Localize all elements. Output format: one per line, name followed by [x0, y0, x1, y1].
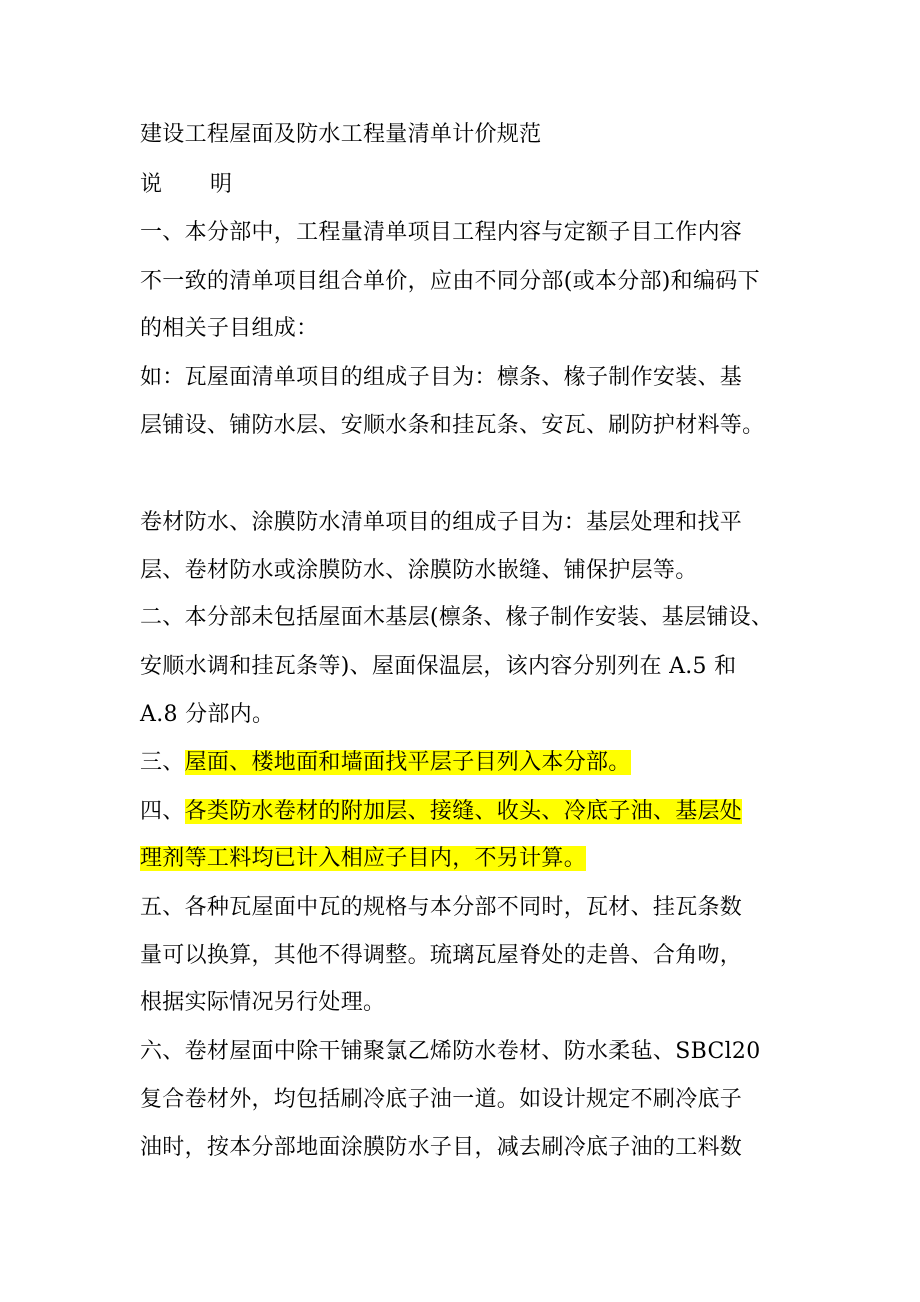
paragraph-line: 二、本分部未包括屋面木基层(檩条、椽子制作安装、基层铺设、 [140, 605, 774, 630]
paragraph-line: 不一致的清单项目组合单价，应由不同分部(或本分部)和编码下 [140, 269, 760, 294]
paragraph-line: 五、各种瓦屋面中瓦的规格与本分部不同时，瓦材、挂瓦条数 [140, 895, 743, 920]
paragraph-line: 量可以换算，其他不得调整。琉璃瓦屋脊处的走兽、合角吻， [140, 943, 743, 968]
paragraph-line: 层铺设、铺防水层、安顺水条和挂瓦条、安瓦、刷防护材料等。 [140, 413, 765, 438]
line-prefix: 四、 [140, 799, 185, 824]
subtitle-right: 明 [210, 172, 233, 197]
paragraph-line: A.8 分部内。 [140, 702, 275, 727]
paragraph-line: 卷材防水、涂膜防水清单项目的组成子目为：基层处理和找平 [140, 510, 743, 535]
highlighted-text: 理剂等工料均已计入相应子目内，不另计算。 [140, 846, 587, 871]
line-prefix: 三、 [140, 750, 185, 775]
paragraph-line: 复合卷材外，均包括刷冷底子油一道。如设计规定不刷冷底子 [140, 1087, 743, 1112]
highlighted-text: 屋面、楼地面和墙面找平层子目列入本分部。 [184, 750, 631, 775]
paragraph-line: 六、卷材屋面中除干铺聚氯乙烯防水卷材、防水柔毡、SBCl20 [140, 1039, 761, 1064]
document-title: 建设工程屋面及防水工程量清单计价规范 [140, 122, 542, 147]
paragraph-line: 的相关子目组成： [140, 316, 319, 341]
subtitle-left: 说 [140, 172, 163, 197]
highlighted-paragraph-line [140, 844, 586, 874]
document-subtitle [140, 170, 232, 200]
paragraph-line: 一、本分部中，工程量清单项目工程内容与定额子目工作内容 [140, 220, 743, 245]
highlighted-paragraph-line [140, 797, 742, 827]
paragraph-line: 根据实际情况另行处理。 [140, 990, 386, 1015]
paragraph-line: 如：瓦屋面清单项目的组成子目为：檩条、椽子制作安装、基 [140, 365, 743, 390]
highlighted-paragraph-line [140, 748, 631, 778]
paragraph-line: 油时，按本分部地面涂膜防水子目，减去刷冷底子油的工料数 [140, 1135, 743, 1160]
paragraph-line: 层、卷材防水或涂膜防水、涂膜防水嵌缝、铺保护层等。 [140, 558, 698, 583]
paragraph-line: 安顺水调和挂瓦条等)、屋面保温层，该内容分别列在 A.5 和 [140, 654, 737, 679]
highlighted-text: 各类防水卷材的附加层、接缝、收头、冷底子油、基层处 [184, 799, 743, 824]
